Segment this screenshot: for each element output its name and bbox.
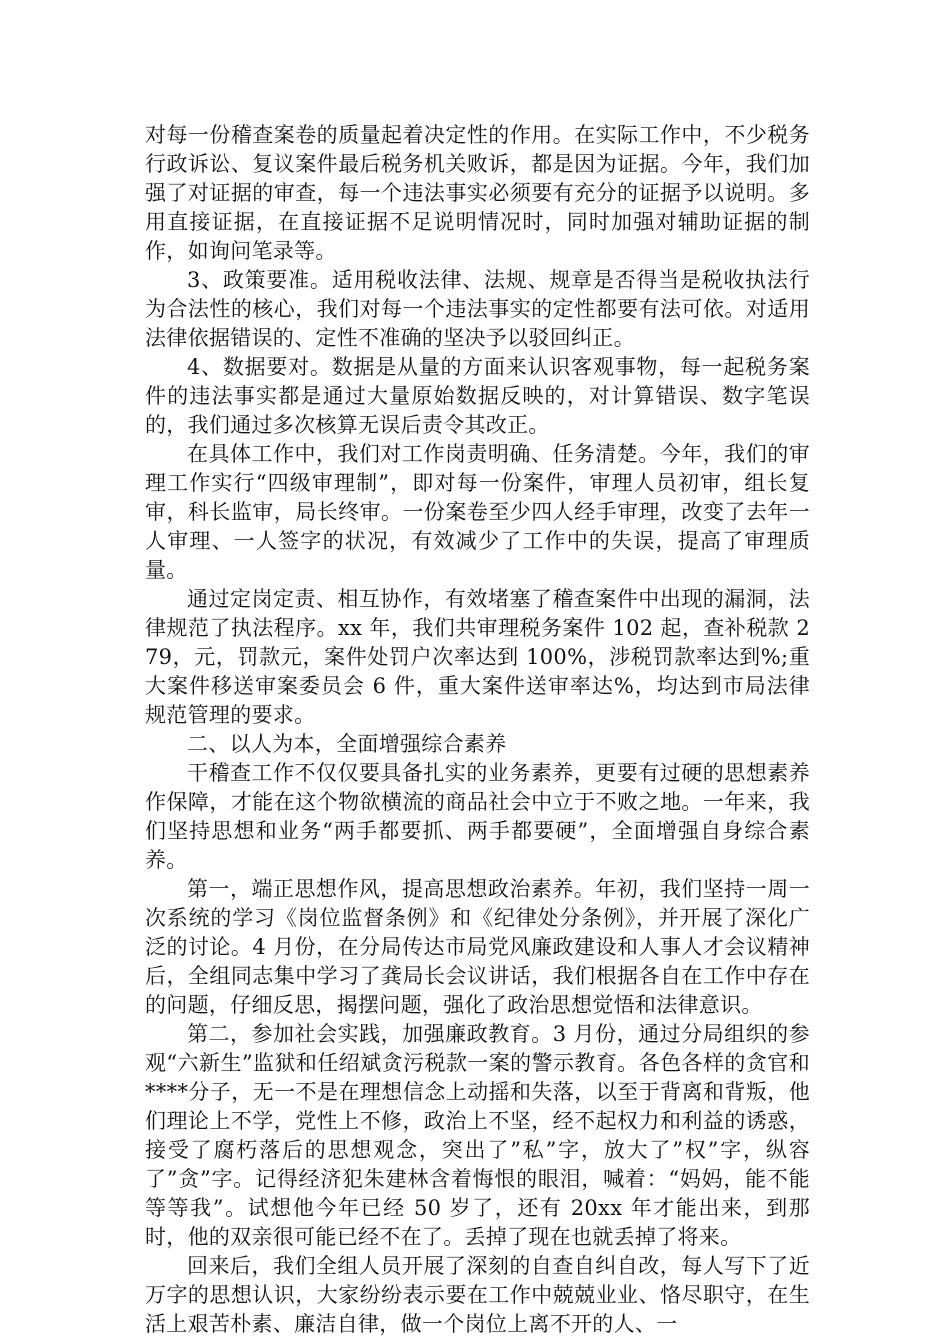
section-heading-comprehensive-quality: 二、以人为本，全面增强综合素养	[187, 732, 507, 756]
document-body	[145, 121, 810, 1339]
paragraph-data-correctness: 4、数据要对。数据是从量的方面来认识客观事物，每一起税务案件的违法事实都是通过大量原始数据反映的，对计算错误、数字笔误的，我们通过多次核算无误后责令其改正。	[145, 355, 810, 437]
paragraph-four-level-review: 在具体工作中，我们对工作岗责明确、任务清楚。今年，我们的审理工作实行“四级审理制”，即对每一份案件，审理人员初审，组长复审，科长监审，局长终审。一份案卷至少四人经手审理，改变了去年一人审理、一人签字的状况，有效减少了工作中的失误，提高了审理质量。	[145, 442, 810, 582]
paragraph-case-statistics: 通过定岗定责、相互协作，有效堵塞了稽查案件中出现的漏洞，法律规范了执法程序。xx 年，我们共审理税务案件 102 起，查补税款 279，元，罚款元，案件处罚户次率达到 100%，涉税罚款率达到%;重大案件移送审案委员会 6 件，重大案件送审率达%，均达到市局法律规范管理的要求。	[145, 587, 810, 727]
paragraph-first-political-quality: 第一，端正思想作风，提高思想政治素养。年初，我们坚持一周一次系统的学习《岗位监督条例》和《纪律处分条例》，并开展了深化广泛的讨论。4 月份，在分局传达市局党风廉政建设和人事人才会议精神后，全组同志集中学习了龚局长会议讲话，我们根据各自在工作中存在的问题，仔细反思，揭摆问题，强化了政治思想觉悟和法律意识。	[145, 877, 810, 1017]
paragraph-policy-accuracy: 3、政策要准。适用税收法律、法规、规章是否得当是税收执法行为合法性的核心，我们对每一个违法事实的定性都要有法可依。对适用法律依据错误的、定性不准确的坚决予以驳回纠正。	[145, 268, 810, 350]
paragraph-quality-intro: 干稽查工作不仅仅要具备扎实的业务素养，更要有过硬的思想素养作保障，才能在这个物欲横流的商品社会中立于不败之地。一年来，我们坚持思想和业务“两手都要抓、两手都要硬”，全面增强自身综合素养。	[145, 761, 810, 872]
paragraph-self-inspection: 回来后，我们全组人员开展了深刻的自查自纠自改，每人写下了近万字的思想认识，大家纷纷表示要在工作中兢兢业业、恪尽职守，在生活上艰苦朴素、廉洁自律，做一个岗位上离不开的人、一	[145, 1254, 810, 1336]
paragraph-evidence-continuation: 对每一份稽查案卷的质量起着决定性的作用。在实际工作中，不少税务行政诉讼、复议案件最后税务机关败诉，都是因为证据。今年，我们加强了对证据的审查，每一个违法事实必须要有充分的证据予以说明。多用直接证据，在直接证据不足说明情况时，同时加强对辅助证据的制作，如询问笔录等。	[145, 123, 810, 263]
paragraph-second-social-practice: 第二，参加社会实践，加强廉政教育。3 月份，通过分局组织的参观“六新生”监狱和任绍斌贪污税款一案的警示教育。各色各样的贪官和****分子，无一不是在理想信念上动摇和失落，以至于背离和背叛，他们理论上不学，党性上不修，政治上不坚，经不起权力和利益的诱惑，接受了腐朽落后的思想观念，突出了”私”字，放大了”权”字，纵容了”贪”字。记得经济犯朱建林含着悔恨的眼泪，喊着：“妈妈，能不能等等我”。试想他今年已经 50 岁了，还有 20xx 年才能出来，到那时，他的双亲很可能已经不在了。丢掉了现在也就丢掉了将来。	[145, 1022, 810, 1249]
